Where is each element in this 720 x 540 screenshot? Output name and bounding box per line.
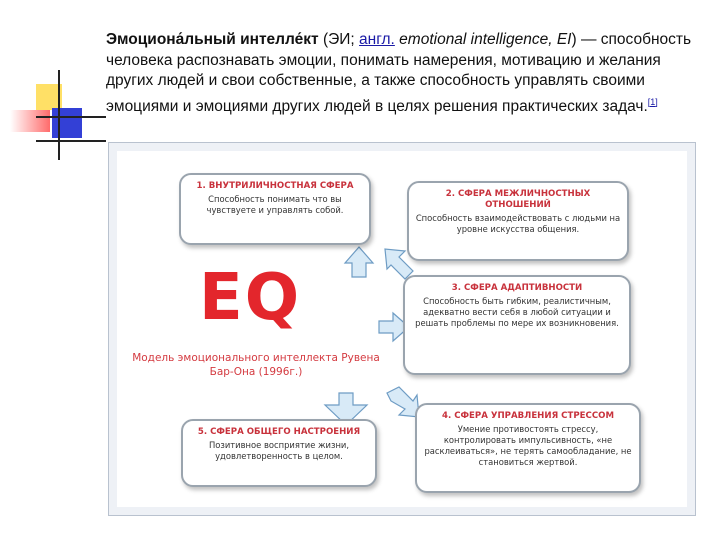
sphere-2-text: Способность взаимодействовать с людьми на уровне искусства общения. <box>415 213 621 234</box>
decor-pink-square <box>10 110 50 132</box>
arrow-up-icon <box>345 247 373 277</box>
eq-logo: EQ <box>199 261 302 335</box>
lang-link[interactable]: англ. <box>359 31 395 48</box>
slide-decoration <box>0 0 110 160</box>
intro-paragraph <box>106 30 696 117</box>
sphere-1-title: 1. ВНУТРИЛИЧНОСТНАЯ СФЕРА <box>196 181 354 191</box>
sphere-1-box <box>179 173 371 245</box>
decor-horizontal-line <box>36 116 106 118</box>
sphere-5-title: 5. СФЕРА ОБЩЕГО НАСТРОЕНИЯ <box>197 427 361 437</box>
intro-paren-open: (ЭИ; <box>318 31 360 48</box>
sphere-1-text: Способность понимать что вы чувствуете и управлять собой. <box>206 194 344 215</box>
sphere-3-text: Способность быть гибким, реалистичным, адекватно вести себя в любой ситуации и решать проблемы по мере их возникновения. <box>415 296 619 328</box>
sphere-5-text: Позитивное восприятие жизни, удовлетворенность в целом. <box>208 440 350 461</box>
sphere-5-box <box>181 419 377 487</box>
intro-term: Эмоциона́льный интелле́кт <box>106 31 319 48</box>
decor-horizontal-line <box>36 140 106 142</box>
sphere-3-title: 3. СФЕРА АДАПТИВНОСТИ <box>451 283 583 293</box>
sphere-2-title: 2. СФЕРА МЕЖЛИЧНОСТНЫХ ОТНОШЕНИЙ <box>445 189 591 210</box>
sphere-4-text: Умение противостоять стрессу, контролировать импульсивность, «не расклеиваться», не терять самообладание, не становиться жертвой. <box>424 424 632 467</box>
sphere-4-box <box>415 403 641 493</box>
eq-model-figure <box>108 142 696 516</box>
decor-vertical-line <box>58 70 60 160</box>
english-term: emotional intelligence, EI <box>394 31 572 48</box>
intro-definition: ) — способность человека распознавать эмоции, понимать намерения, мотивацию и желания других людей и свои собственные, а также способность управлять своими эмоциями и эмоциями других людей в целях решения практических задач. <box>106 31 692 115</box>
sphere-4-title: 4. СФЕРА УПРАВЛЕНИЯ СТРЕССОМ <box>441 411 614 421</box>
model-caption: Модель эмоционального интеллекта Рувена Бар-Она (1996г.) <box>132 352 380 378</box>
footnote-link[interactable]: [1] <box>647 96 658 107</box>
sphere-2-box <box>407 181 629 261</box>
decor-blue-square <box>52 108 82 138</box>
figure-canvas <box>117 151 687 507</box>
sphere-3-box <box>403 275 631 375</box>
